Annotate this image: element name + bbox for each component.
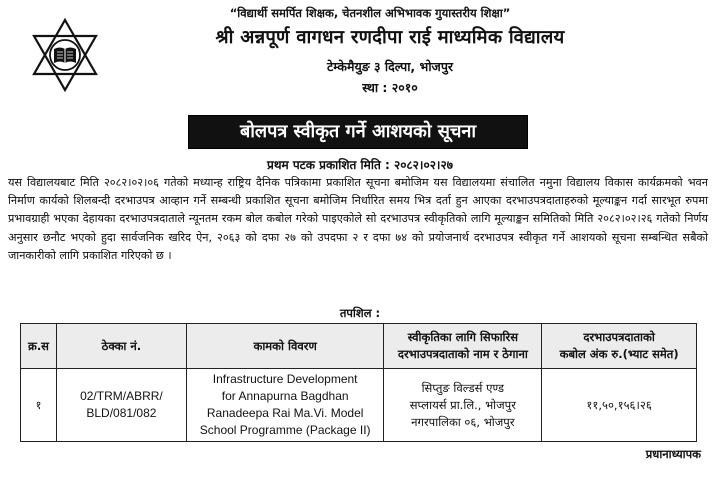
school-name: श्री अन्नपूर्ण वागधन रणदीपा राई माध्यमिक विद्यालय <box>215 27 565 48</box>
header-description: कामको विवरण <box>186 324 384 369</box>
desc-line1: Infrastructure Development <box>212 372 358 386</box>
established-year: स्था : २०१० <box>362 80 418 95</box>
contract-line2: BLD/081/082 <box>86 406 157 420</box>
signature-principal: प्रधानाध्यापक <box>645 447 701 461</box>
school-logo <box>30 18 100 92</box>
header-bidder-line1: स्वीकृतिका लागि सिफारिस <box>407 330 518 344</box>
header-bidder-line2: दरभाउपत्रदाताको नाम र ठेगाना <box>397 347 528 361</box>
header-amount-line1: दरभाउपत्रदाताको <box>583 330 655 344</box>
header-sn: क्र.स <box>21 324 57 369</box>
bid-table <box>20 323 697 442</box>
notice-body: यस विद्यालयबाट मिति २०८२।०२।०६ गतेको मध्यान्ह राष्ट्रिय दैनिक पत्रिकामा प्रकाशित सूचना बमोजिम यस विद्यालयमा संचालित नमुना विद्यालय विकास कार्यक्रमको भवन निर्माण कार्यको शिलबन्दी दरभाउपत्र आव्हान गर्ने सम्बन्धी प्रकाशित सूचना बमोजिम निर्धारित समय भित्र दर्ता हुन आएका दरभाउपत्रदाताहरुको मूल्याङ्कन गर्दा सारभूत रुपमा प्रभावग्राही भएका देहायका दरभाउपत्रदाताले न्यूनतम रकम बोल कबोल गरेको पाइएकोले सो दरभाउपत्र स्वीकृतिको लागि मूल्याङ्कन समितिको मिति २०८२।०२।२६ गतेको निर्णय अनुसार छनौट भएको हुदा सार्वजनिक खरिद ऐन, २०६३ को दफा २७ को उपदफा २ र दफा ७४ को प्रयोजनार्थ दरभाउपत्र स्वीकृत गर्ने आशयको सूचना सम्बन्धित सबैको जानकारीको लागि प्रकाशित गरिएको छ । <box>8 176 708 262</box>
school-motto: “विद्यार्थी समर्पित शिक्षक, चेतनशील अभिभावक गुयास्तरीय शिक्षा” <box>229 6 511 20</box>
cell-description <box>186 369 384 442</box>
published-date: प्रथम पटक प्रकाशित मिति : २०८२।०२।२७ <box>267 158 453 172</box>
table-row <box>21 369 697 442</box>
details-heading: तपशिल : <box>339 306 381 320</box>
bidder-line1: सिप्तुङ विल्डर्स एण्ड <box>421 380 505 395</box>
desc-line4: School Programme (Package II) <box>199 423 371 437</box>
desc-line3: Ranadeepa Rai Ma.Vi. Model <box>206 406 364 420</box>
cell-contract-no <box>56 369 186 442</box>
cell-sn: १ <box>21 369 57 442</box>
bidder-line2: सप्लायर्स प्रा.लि., भोजपुर <box>409 397 516 412</box>
header-contract-no: ठेक्का नं. <box>56 324 186 369</box>
cell-amount: ११,५०,१५६।२६ <box>542 369 697 442</box>
header-bidder <box>384 324 542 369</box>
table-header-row <box>21 324 697 369</box>
desc-line2: for Annapurna Bagdhan <box>221 389 349 403</box>
star-book-logo-icon <box>30 18 100 92</box>
bidder-line3: नगरपालिका ०६, भोजपुर <box>411 414 515 429</box>
cell-bidder <box>384 369 542 442</box>
header-amount <box>542 324 697 369</box>
notice-title: बोलपत्र स्वीकृत गर्ने आशयको सूचना <box>188 115 528 149</box>
contract-line1: 02/TRM/ABRR/ <box>80 389 163 403</box>
header-amount-line2: कबोल अंक रु.(भ्याट समेत) <box>559 347 679 361</box>
school-address: टेम्केमैयुङ ३ दिल्पा, भोजपुर <box>326 59 454 74</box>
